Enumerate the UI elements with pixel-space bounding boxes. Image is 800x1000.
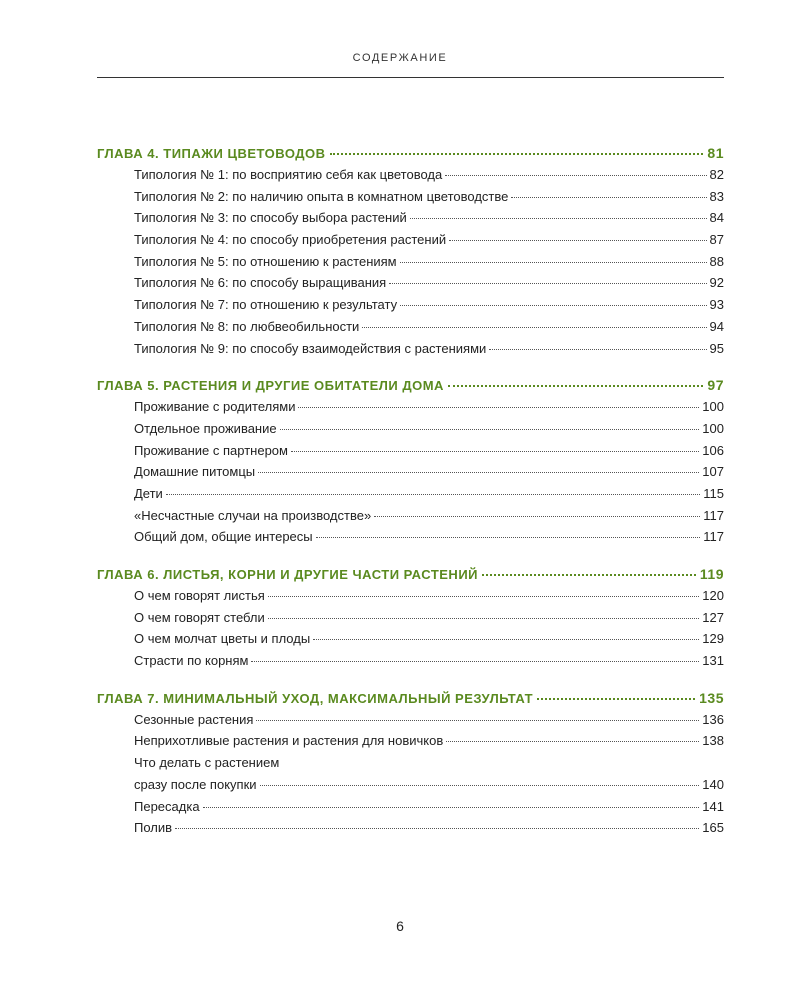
chapter-page: 81 (707, 145, 724, 161)
dot-leader (482, 574, 696, 576)
toc-entry[interactable] (97, 508, 724, 530)
entry-page: 107 (702, 464, 724, 480)
chapter-title: ГЛАВА 5. РАСТЕНИЯ И ДРУГИЕ ОБИТАТЕЛИ ДОМА (97, 378, 444, 394)
dot-leader (268, 596, 700, 597)
entry-page: 115 (703, 485, 724, 501)
entry-page: 106 (702, 442, 724, 458)
entry-page: 117 (703, 507, 724, 523)
dot-leader (298, 407, 699, 408)
dot-leader (330, 153, 704, 155)
dot-leader (258, 472, 699, 473)
toc-entry[interactable] (97, 653, 724, 675)
dot-leader (280, 429, 700, 430)
dot-leader (537, 698, 695, 700)
dot-leader (362, 327, 706, 328)
entry-page: 117 (703, 529, 724, 545)
chapter-heading[interactable] (97, 377, 724, 399)
entry-page: 129 (702, 631, 724, 647)
entry-title: Типология № 7: по отношению к результату (134, 297, 398, 313)
dot-leader (166, 494, 700, 495)
running-title: СОДЕРЖАНИЕ (352, 52, 448, 64)
entry-title: Домашние питомцы (134, 464, 256, 480)
entry-title: Страсти по корням (134, 653, 249, 669)
toc-chapter (97, 145, 724, 362)
entry-page: 87 (709, 232, 724, 248)
toc-entry[interactable] (97, 610, 724, 632)
entry-page: 92 (709, 275, 724, 291)
entry-title: сразу после покупки (134, 776, 257, 792)
entry-title: Проживание с родителями (134, 399, 296, 415)
entry-page: 82 (709, 167, 724, 182)
dot-leader (489, 349, 706, 350)
dot-leader (251, 661, 699, 662)
entry-page: 127 (702, 609, 724, 625)
chapter-heading[interactable] (97, 566, 724, 588)
entry-title: Типология № 4: по способу приобретения растений (134, 232, 447, 248)
toc-chapter (97, 377, 724, 551)
dot-leader (175, 828, 699, 829)
dot-leader (203, 807, 700, 808)
toc-entry[interactable] (97, 631, 724, 653)
toc-entry[interactable] (97, 341, 724, 363)
entry-title: Типология № 8: по любвеобильности (134, 318, 360, 334)
entry-title: Полив (134, 820, 173, 836)
chapter-heading[interactable] (97, 145, 724, 167)
entry-title: Неприхотливые растения и растения для новичков (134, 733, 444, 749)
toc-entry[interactable] (97, 421, 724, 443)
chapter-page: 135 (699, 689, 724, 706)
entry-title: Что делать с растением (134, 755, 280, 771)
entry-title: Типология № 9: по способу взаимодействия с растениями (134, 340, 487, 356)
entry-title: О чем молчат цветы и плоды (134, 631, 311, 647)
dot-leader (316, 537, 701, 538)
entry-title: «Несчастные случаи на производстве» (134, 507, 372, 523)
toc-entry[interactable] (97, 529, 724, 551)
dot-leader (256, 720, 699, 721)
toc-entry[interactable] (97, 232, 724, 254)
entry-page: 141 (702, 798, 724, 814)
entry-page: 84 (709, 210, 724, 226)
toc-entry[interactable] (97, 712, 724, 734)
entry-page: 88 (709, 253, 724, 269)
toc-chapter (97, 566, 724, 675)
dot-leader (291, 451, 699, 452)
toc-entry[interactable] (97, 799, 724, 821)
dot-leader (446, 741, 699, 742)
toc-entry[interactable] (97, 777, 724, 799)
entry-page: 95 (709, 340, 724, 356)
entry-title: Типология № 1: по восприятию себя как цветовода (134, 167, 443, 182)
dot-leader (445, 175, 706, 176)
toc-entry[interactable] (97, 399, 724, 421)
entry-title: Типология № 5: по отношению к растениям (134, 253, 397, 269)
entry-page: 93 (709, 297, 724, 313)
header-rule (97, 77, 724, 78)
toc-entry[interactable] (97, 319, 724, 341)
toc-entry[interactable] (97, 588, 724, 610)
dot-leader (448, 385, 703, 387)
entry-title: Проживание с партнером (134, 442, 288, 458)
entry-title: Типология № 2: по наличию опыта в комнатном цветоводстве (134, 188, 509, 204)
entry-page: 94 (709, 318, 724, 334)
chapter-page: 97 (707, 377, 724, 394)
toc-entry[interactable] (97, 189, 724, 211)
entry-title: Типология № 3: по способу выбора растений (134, 210, 407, 226)
dot-leader (313, 639, 699, 640)
dot-leader (400, 262, 707, 263)
dot-leader (400, 305, 706, 306)
dot-leader (511, 197, 706, 198)
dot-leader (268, 618, 700, 619)
entry-title: Пересадка (134, 798, 200, 814)
chapter-title: ГЛАВА 4. ТИПАЖИ ЦВЕТОВОДОВ (97, 146, 326, 161)
toc-entry[interactable] (97, 275, 724, 297)
chapter-title: ГЛАВА 7. МИНИМАЛЬНЫЙ УХОД, МАКСИМАЛЬНЫЙ РЕЗУЛЬТАТ (97, 690, 534, 706)
entry-title: Общий дом, общие интересы (134, 529, 313, 545)
entry-title: Сезонные растения (134, 711, 254, 727)
toc-entry[interactable] (97, 443, 724, 465)
toc-entry[interactable] (97, 167, 724, 189)
entry-page: 136 (702, 711, 724, 727)
toc-entry[interactable] (97, 820, 724, 842)
page-number: 6 (396, 918, 404, 934)
entry-page: 131 (702, 653, 724, 669)
entry-page: 100 (702, 420, 724, 436)
dot-leader (260, 785, 700, 786)
dot-leader (374, 516, 700, 517)
entry-title: Дети (134, 485, 163, 501)
entry-title: О чем говорят листья (134, 588, 265, 603)
entry-page: 120 (702, 588, 724, 603)
entry-page: 138 (702, 733, 724, 749)
toc-entry[interactable] (97, 297, 724, 319)
entry-title: О чем говорят стебли (134, 609, 265, 625)
toc-entry[interactable] (97, 464, 724, 486)
toc-entry[interactable] (97, 755, 724, 777)
chapter-title: ГЛАВА 6. ЛИСТЬЯ, КОРНИ И ДРУГИЕ ЧАСТИ РАСТЕНИЙ (97, 567, 479, 582)
toc-entry[interactable] (97, 254, 724, 276)
entry-title: Типология № 6: по способу выращивания (134, 275, 387, 291)
table-of-contents (97, 145, 724, 857)
toc-entry[interactable] (97, 210, 724, 232)
entry-page: 165 (702, 820, 724, 836)
chapter-heading[interactable] (97, 690, 724, 712)
toc-chapter (97, 690, 724, 842)
dot-leader (449, 240, 706, 241)
entry-page: 140 (702, 776, 724, 792)
toc-entry[interactable] (97, 733, 724, 755)
dot-leader (410, 218, 707, 219)
toc-entry[interactable] (97, 486, 724, 508)
entry-page: 100 (702, 399, 724, 415)
dot-leader (389, 283, 706, 284)
entry-title: Отдельное проживание (134, 420, 277, 436)
chapter-page: 119 (699, 566, 724, 582)
entry-page: 83 (709, 188, 724, 204)
